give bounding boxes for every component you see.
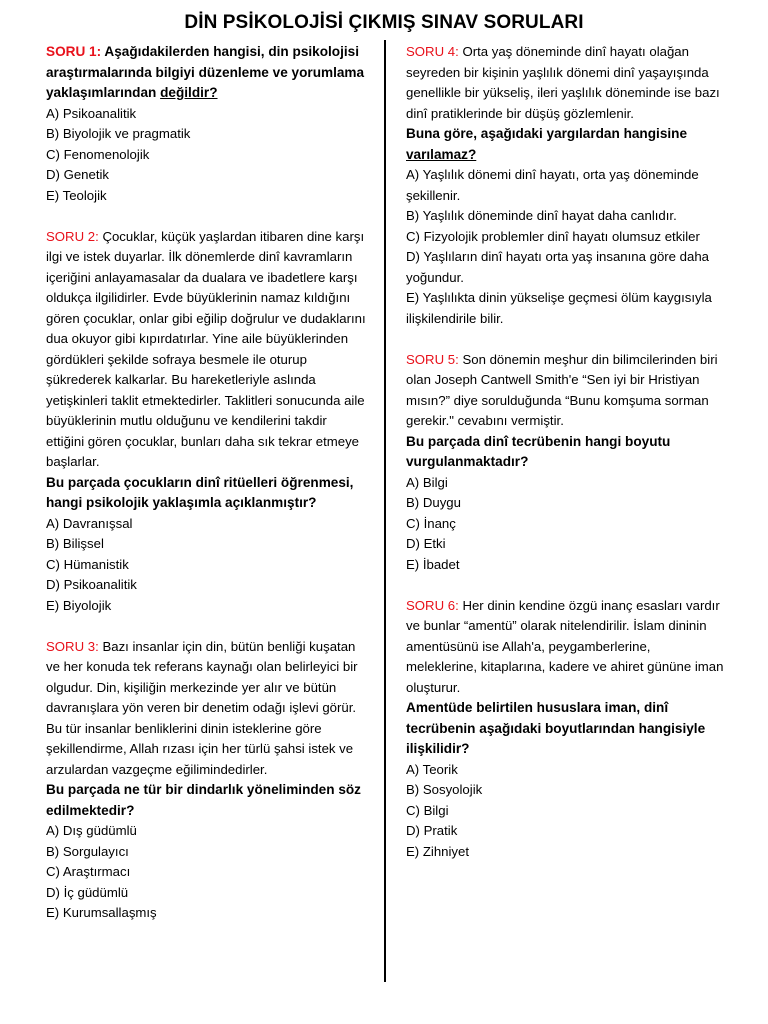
option-b: B) Bilişsel [46,536,104,551]
question-4 [406,42,724,329]
option-c: C) Bilgi [406,802,449,818]
option-d: D) Psikoanalitik [46,577,137,592]
option-e: E) Biyolojik [46,597,112,613]
question-prompt: Bu parçada çocukların dinî ritüelleri öğrenmesi, hangi psikolojik yaklaşımla açıklanmıştır? [46,474,354,510]
right-column [406,42,724,883]
question-number: SORU 4: [406,44,459,59]
option-c: C) Fenomenolojik [46,146,150,162]
question-5 [406,350,724,576]
question-stem [406,350,724,432]
option-e: E) Zihniyet [406,843,470,859]
option-d: D) Etki [406,536,446,551]
option-b: B) Duygu [406,495,461,510]
option-c: C) Hümanistik [46,556,129,572]
option-e: E) Kurumsallaşmış [46,905,157,920]
question-number: SORU 2: [46,228,99,244]
option-c: C) Fizyolojik problemler dinî hayatı olumsuz etkiler [406,228,700,244]
question-stem [406,596,724,699]
question-stem [46,227,366,473]
option-d: D) Pratik [406,823,458,838]
left-column [46,42,366,944]
option-b: B) Biyolojik ve pragmatik [46,126,191,141]
option-e: E) İbadet [406,556,460,572]
option-a: A) Teorik [406,761,458,777]
question-number: SORU 5: [406,351,459,367]
option-c: C) İnanç [406,515,456,531]
option-d: D) İç güdümlü [46,884,129,900]
question-text: Her dinin kendine özgü inanç esasları vardır ve bunlar “amentü” olarak nitelendirilir. İslam dininin amentüsünü ise Allah'a, peygamberlerine, meleklerine, kitaplarına, kadere ve ahiret gününe iman oluşturur. [406,597,724,695]
question-stem [46,637,366,781]
question-number: SORU 1: [46,44,102,59]
question-prompt-text: Aşağıdakilerden hangisi, din psikolojisi araştırmalarında bilgiyi düzenleme ve yorumlama yaklaşımlarından [46,44,365,100]
question-prompt: Bu parçada dinî tecrübenin hangi boyutu vurgulanmaktadır? [406,433,671,469]
question-prompt-emphasis: değildir? [160,85,218,100]
question-text: Orta yaş döneminde dinî hayatı olağan seyreden bir kişinin yaşlılık dönemi dinî yaşayışında genellikle bir yükseliş, ileri yaşlılık döneminde ise bazı dinî pratiklerinde bir düşüş gözlemlenir. [406,44,720,121]
question-prompt [406,124,724,165]
question-text: Çocuklar, küçük yaşlardan itibaren dine karşı ilgi ve istek duyarlar. İlk dönemlerde dinî kavramların içeriğini anlayamasalar da dualara ve ibadetlere karşı oldukça ilgilidirler. Evde büyüklerinin namaz kıldığını gören çocuklar, onlar gibi eğilip doğrulur ve dudaklarını dua okuyor gibi kıpırdatırlar. Yine aile büyüklerinden gördükleri şekilde sofraya besmele ile oturup şükrederek kalkarlar. Bu hareketleriyle aslında yetişkinleri taklit etmektedirler. Taklitleri sonucunda aile büyüklerinin mutlu olduğunu ve kendilerini takdir ettiğini gören çocuklar, bunları daha sık tekrar etmeye başlarlar. [46,228,366,469]
option-a: A) Dış güdümlü [46,823,137,838]
question-2 [46,227,366,617]
column-divider [384,40,386,982]
option-d: D) Yaşlıların dinî hayatı orta yaş insanına göre daha yoğundur. [406,249,710,285]
question-6 [406,596,724,863]
option-e: E) Teolojik [46,187,107,203]
option-a: A) Davranışsal [46,515,133,531]
question-stem [406,42,724,124]
option-b: B) Sosyolojik [406,782,483,797]
question-prompt: Bu parçada ne tür bir dindarlık yöneliminden söz edilmektedir? [46,782,361,818]
question-prompt: Amentüde belirtilen hususlara iman, dinî tecrübenin aşağıdaki boyutlarından hangisiyle ilişkilidir? [406,700,706,756]
option-a: A) Bilgi [406,474,448,490]
question-prompt-text: Buna göre, aşağıdaki yargılardan hangisine [406,126,688,141]
option-a: A) Psikoanalitik [46,105,137,121]
option-a: A) Yaşlılık dönemi dinî hayatı, orta yaş döneminde şekillenir. [406,167,699,203]
question-prompt-emphasis: varılamaz? [406,146,477,162]
page-title: DİN PSİKOLOJİSİ ÇIKMIŞ SINAV SORULARI [184,12,584,33]
question-3 [46,637,366,924]
option-b: B) Sorgulayıcı [46,843,129,859]
question-number: SORU 6: [406,597,459,613]
option-e: E) Yaşlılıkta dinin yükselişe geçmesi ölüm kaygısıyla ilişkilendirile bilir. [406,290,712,326]
question-text: Son dönemin meşhur din bilimcilerinden biri olan Joseph Cantwell Smith'e “Sen iyi bir Hristiyan mısın?” diye sorulduğunda “Bunu komşuma sorman gerekir." cevabını vermiştir. [406,351,718,428]
question-prompt [46,42,366,104]
question-1 [46,42,366,206]
option-d: D) Genetik [46,167,110,182]
question-number: SORU 3: [46,638,99,654]
option-b: B) Yaşlılık döneminde dinî hayat daha canlıdır. [406,208,677,223]
option-c: C) Araştırmacı [46,864,131,879]
question-text: Bazı insanlar için din, bütün benliği kuşatan ve her konuda tek referans kaynağı olan belirleyici bir olgudur. Din, kişiliğin merkezinde yer alır ve bütün davranışlara yön veren bir denetim odağı işlevi görür. Bu tür insanlar benliklerini dinin isteklerine göre şekillendirme, Allah rızası için her türlü şahsi istek ve arzulardan vazgeçme eğilimindedirler. [46,638,358,777]
